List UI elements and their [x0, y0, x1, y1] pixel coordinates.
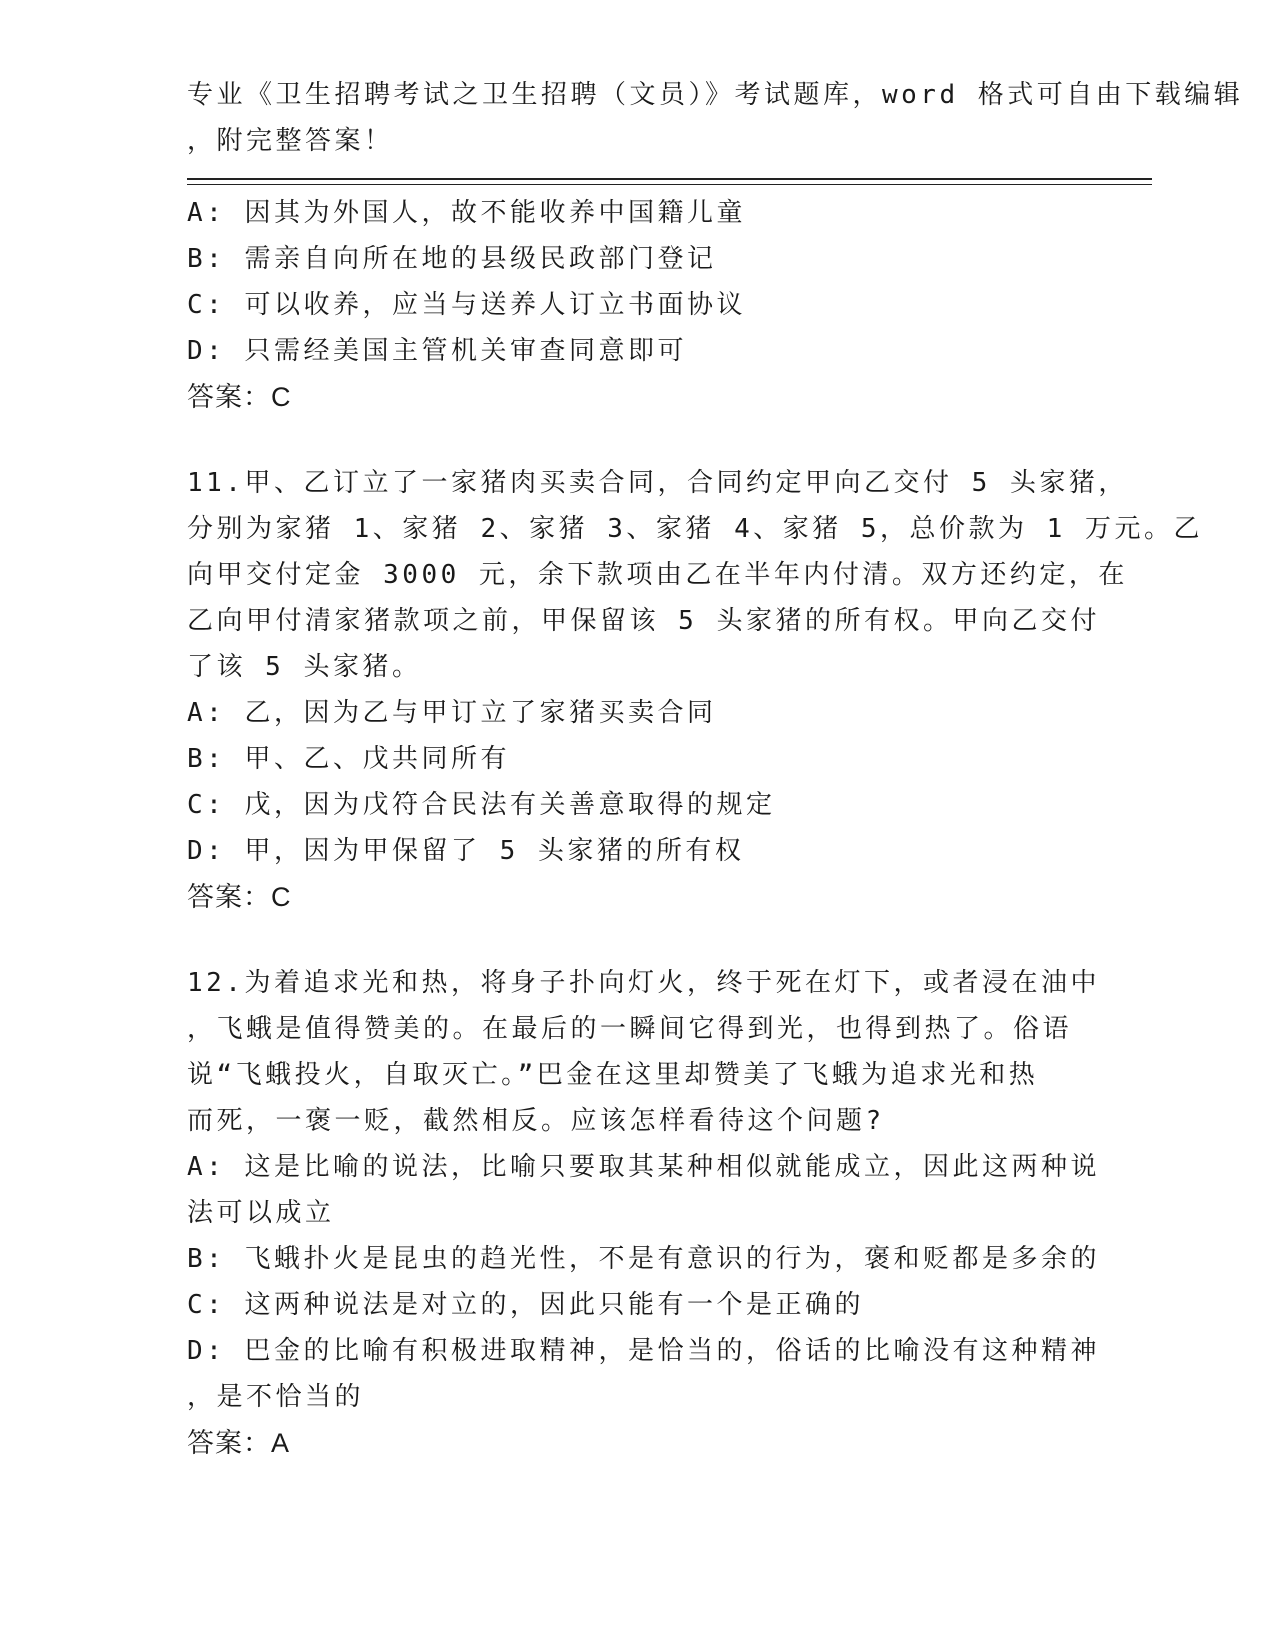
option-b: B: 飞蛾扑火是昆虫的趋光性，不是有意识的行为，褒和贬都是多余的 [187, 1244, 1100, 1274]
answer: 答案：C [187, 882, 292, 912]
question-stem-line: 12.为着追求光和热，将身子扑向灯火，终于死在灯下，或者浸在油中 [187, 968, 1100, 998]
answer: 答案：A [187, 1428, 291, 1458]
option-c: C: 这两种说法是对立的，因此只能有一个是正确的 [187, 1290, 864, 1320]
spacer [187, 420, 1097, 460]
option-d: D: 甲，因为甲保留了 5 头家猪的所有权 [187, 836, 745, 866]
question-stem-line: ，飞蛾是值得赞美的。在最后的一瞬间它得到光，也得到热了。俗语 [187, 1014, 1073, 1044]
option-a: A: 乙，因为乙与甲订立了家猪买卖合同 [187, 698, 717, 728]
question-10 [187, 190, 1097, 420]
option-b: B: 甲、乙、戊共同所有 [187, 744, 510, 774]
header-rule-thick [187, 178, 1152, 180]
option-a: A: 因其为外国人，故不能收养中国籍儿童 [187, 198, 746, 228]
option-c: C: 戊，因为戊符合民法有关善意取得的规定 [187, 790, 776, 820]
question-stem-line: 乙向甲付清家猪款项之前，甲保留该 5 头家猪的所有权。甲向乙交付 [187, 606, 1100, 636]
answer: 答案：C [187, 382, 292, 412]
header-line-1: 专业《卫生招聘考试之卫生招聘（文员）》考试题库，word 格式可自由下载编辑 [187, 80, 1244, 110]
spacer [187, 920, 1097, 960]
question-stem-line: 11.甲、乙订立了一家猪肉买卖合同，合同约定甲向乙交付 5 头家猪， [187, 468, 1128, 498]
option-d: D: 只需经美国主管机关审查同意即可 [187, 336, 687, 366]
option-d-continued: ，是不恰当的 [187, 1382, 365, 1412]
option-a: A: 这是比喻的说法，比喻只要取其某种相似就能成立，因此这两种说 [187, 1152, 1100, 1182]
document-body [187, 190, 1203, 1466]
question-stem-line: 说“飞蛾投火，自取灭亡。”巴金在这里却赞美了飞蛾为追求光和热 [187, 1060, 1039, 1090]
question-11 [187, 460, 1203, 920]
option-a-continued: 法可以成立 [187, 1198, 335, 1228]
question-stem-line: 了该 5 头家猪。 [187, 652, 422, 682]
document-header [187, 72, 1244, 164]
option-d: D: 巴金的比喻有积极进取精神，是恰当的，俗话的比喻没有这种精神 [187, 1336, 1100, 1366]
option-b: B: 需亲自向所在地的县级民政部门登记 [187, 244, 717, 274]
question-12 [187, 960, 1100, 1466]
question-stem-line: 向甲交付定金 3000 元，余下款项由乙在半年内付清。双方还约定，在 [187, 560, 1128, 590]
header-rule-thin [187, 184, 1152, 185]
question-stem-line: 而死，一褒一贬，截然相反。应该怎样看待这个问题? [187, 1106, 885, 1136]
header-line-2: ，附完整答案！ [187, 126, 394, 156]
option-c: C: 可以收养，应当与送养人订立书面协议 [187, 290, 746, 320]
question-stem-line: 分别为家猪 1、家猪 2、家猪 3、家猪 4、家猪 5，总价款为 1 万元。乙 [187, 514, 1203, 544]
